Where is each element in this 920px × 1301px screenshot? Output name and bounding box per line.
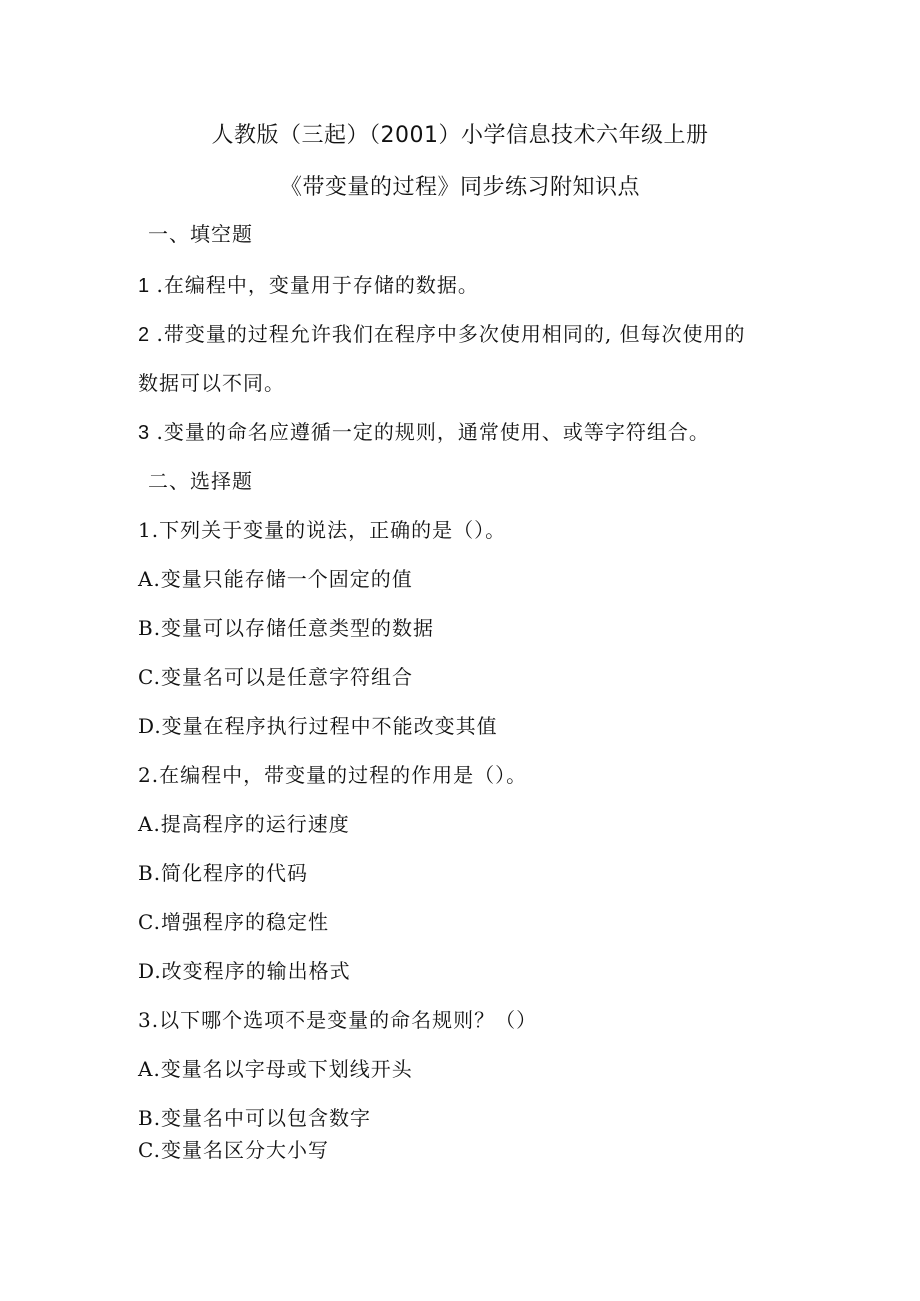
question-3-option-c: C.变量名区分大小写 [138,1138,329,1162]
item-text: .带变量的过程允许我们在程序中多次使用相同的, 但每次使用的 [149,322,746,346]
fill-blank-item-2 [138,318,746,347]
question-2-option-b: B.简化程序的代码 [138,861,309,885]
item-number: 1 [138,275,150,297]
fill-blank-item-2-continuation: 数据可以不同。 [138,371,285,395]
question-3-option-b: B.变量名中可以包含数字 [138,1106,372,1130]
question-1-stem: 1.下列关于变量的说法，正确的是（）。 [138,518,507,542]
question-2-option-d: D.改变程序的输出格式 [138,959,351,983]
question-2-option-c: C.增强程序的稳定性 [138,910,329,934]
question-1-option-c: C.变量名可以是任意字符组合 [138,665,413,689]
question-2-stem: 2.在编程中，带变量的过程的作用是（）。 [138,763,528,787]
item-number: 3 [138,422,150,444]
section-heading-choice: 二、选择题 [148,469,253,493]
fill-blank-item-1 [138,269,479,298]
item-text: .变量的命名应遵循一定的规则，通常使用、或等字符组合。 [149,420,710,444]
document-title-line2: 《带变量的过程》同步练习附知识点 [279,175,640,200]
question-1-option-a: A.变量只能存储一个固定的值 [138,567,413,591]
question-3-option-a: A.变量名以字母或下划线开头 [138,1057,413,1081]
question-2-option-a: A.提高程序的运行速度 [138,812,350,836]
question-1-option-b: B.变量可以存储任意类型的数据 [138,616,435,640]
fill-blank-item-3 [138,416,710,445]
document-title-line1: 人教版（三起）（2001）小学信息技术六年级上册 [211,123,709,148]
item-text: .在编程中，变量用于存储的数据。 [149,273,479,297]
question-3-stem: 3.以下哪个选项不是变量的命名规则？（） [138,1008,538,1032]
section-heading-fill-blank: 一、填空题 [148,222,253,246]
item-number: 2 [138,324,150,346]
question-1-option-d: D.变量在程序执行过程中不能改变其值 [138,714,498,738]
